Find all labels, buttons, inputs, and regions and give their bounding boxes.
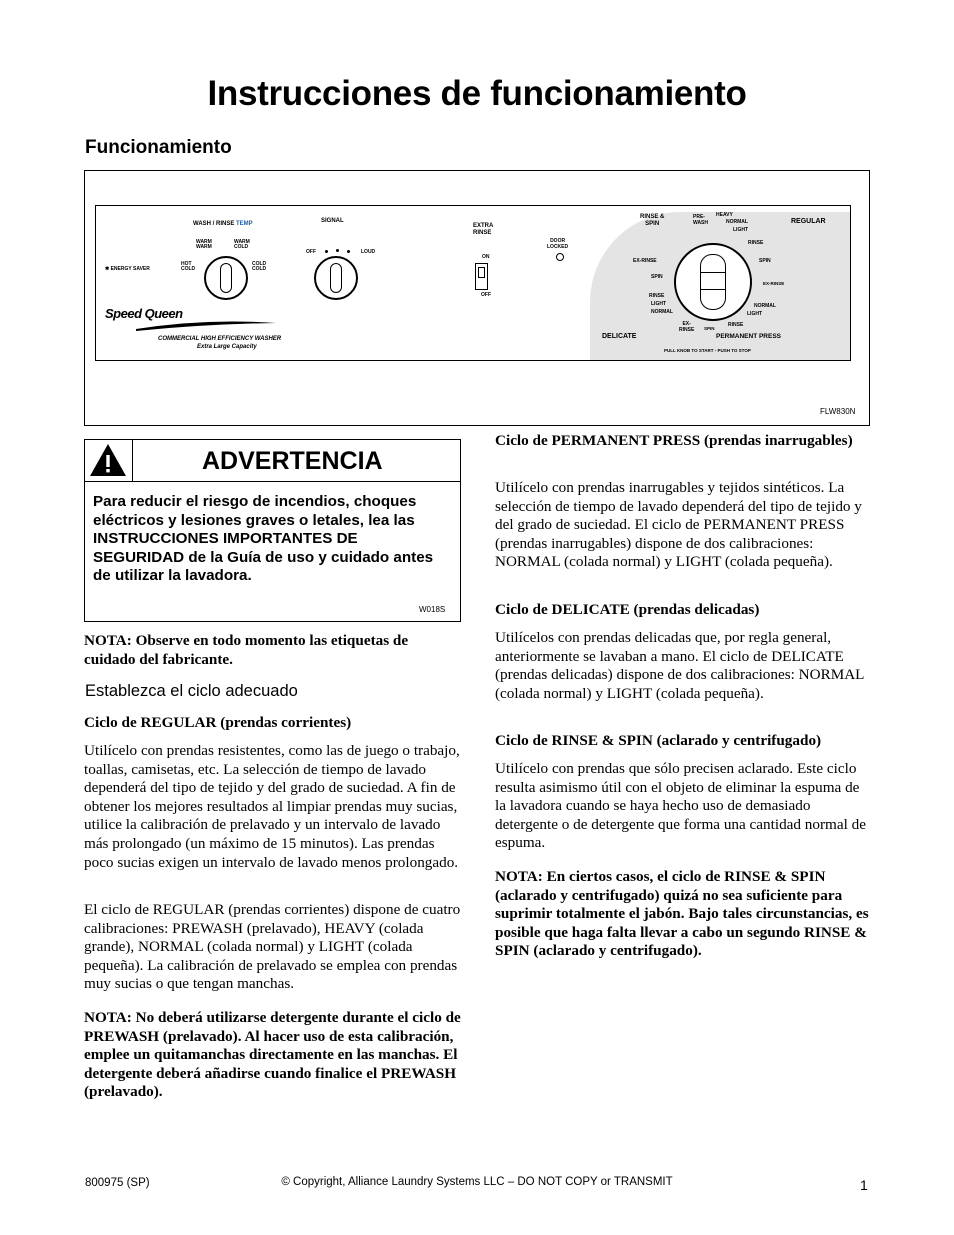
switch-off-label: OFF <box>481 292 491 298</box>
signal-knob[interactable] <box>314 256 358 300</box>
cycle-spin-bottom: SPIN <box>704 326 715 331</box>
cycle-rinse-left: RINSE <box>649 293 665 299</box>
product-name: COMMERCIAL HIGH EFFICIENCY WASHER <box>158 336 282 342</box>
cycle-light-top: LIGHT <box>733 227 748 233</box>
warning-icon-divider <box>132 439 133 481</box>
cycle-heavy: HEAVY <box>716 212 733 218</box>
subheading-select-cycle: Establezca el ciclo adecuado <box>85 682 298 700</box>
brand-swoosh-icon <box>136 320 276 332</box>
cycle-delicate: DELICATE <box>602 333 637 340</box>
figure-code: FLW830N <box>820 407 856 416</box>
signal-loud-label: LOUD <box>361 249 376 255</box>
extra-rinse-switch[interactable] <box>475 263 488 290</box>
nota-rinse-spin: NOTA: En ciertos casos, el ciclo de RINSE & SPIN (aclarado y centrifugado) quizá no sea suficiente para suprimir totalmente el jabón. Bajo tales circunstancias, es posible que haga falta llevar a cabo un segundo RINSE & SPIN (aclarado y centrifugado). <box>495 868 869 960</box>
cycle-knob[interactable] <box>674 243 752 321</box>
warning-code: W018S <box>419 605 446 614</box>
cycle-normal-top: NORMAL <box>726 219 748 225</box>
cycle-rinse-bottom: RINSE <box>728 322 744 328</box>
permanent-press-body: Utilícelo con prendas inarrugables y tejidos sintéticos. La selección de tiempo de lavado dependerá del tipo de tejido y del grado de suciedad. El ciclo de PERMANENT PRESS (prendas inarrugables) dispone de dos calibraciones: NORMAL (colada normal) y LIGHT (colada pequeña). <box>495 479 862 571</box>
cycle-light-left: LIGHT <box>651 301 666 307</box>
rinse-spin-body: Utilícelo con prendas que sólo precisen aclarado. Este ciclo resulta asimismo útil con el objeto de eliminar la espuma de la lavadora cuando se haya hecho uso de demasiado detergente o de detergente que forma una cantidad normal de espuma. <box>495 760 866 852</box>
footer-copyright: © Copyright, Alliance Laundry Systems LLC – DO NOT COPY or TRANSMIT <box>281 1176 673 1188</box>
pull-push-instruction: PULL KNOB TO START - PUSH TO STOP <box>664 348 751 353</box>
signal-off-label: OFF <box>306 249 316 255</box>
cycle-prewash: PRE- WASH <box>693 214 708 226</box>
regular-paragraph-2: El ciclo de REGULAR (prendas corrientes) dispone de cuatro calibraciones: PREWASH (prelavado), HEAVY (colada grande), NORMAL (colada normal) y LIGHT (colada pequeña). La calibración de prelavado se emplea con prendas muy sucias o que tengan manchas. <box>84 901 461 993</box>
temp-warm-warm: WARM WARM <box>196 239 212 250</box>
signal-label: SIGNAL <box>321 218 344 224</box>
product-capacity: Extra Large Capacity <box>197 344 257 350</box>
cycle-exrinse-left: EX-RINSE <box>633 258 657 264</box>
temp-warm-cold: WARM COLD <box>234 239 250 250</box>
delicate-heading: Ciclo de DELICATE (prendas delicadas) <box>495 601 760 618</box>
footer-doc-number: 800975 (SP) <box>85 1177 150 1189</box>
delicate-body: Utilícelos con prendas delicadas que, por regla general, anteriormente se lavaban a mano. El ciclo de DELICATE (prendas delicadas) dispone de dos calibraciones: NORMAL (colada normal) y LIGHT (colada pequeña). <box>495 629 864 702</box>
warning-title: ADVERTENCIA <box>202 447 383 475</box>
cycle-light-right: LIGHT <box>747 311 762 317</box>
warning-header-divider <box>84 481 461 482</box>
warning-body: Para reducir el riesgo de incendios, choques eléctricos y lesiones graves o letales, lea las INSTRUCCIONES IMPORTANTES DE SEGURIDAD de la Guía de uso y cuidado antes de utilizar la lavadora. <box>93 493 434 584</box>
nota-prewash: NOTA: No deberá utilizarse detergente durante el ciclo de PREWASH (prelavado). Al hacer uso de esta calibración, emplee un quitamanchas directamente en las manchas. El detergente deberá añadirse cuando finalice el PREWASH (prelavado). <box>84 1009 461 1101</box>
door-locked-label: DOOR LOCKED <box>547 238 569 250</box>
regular-heading: Ciclo de REGULAR (prendas corrientes) <box>84 714 352 731</box>
brand-logo: Speed Queen <box>105 306 183 321</box>
switch-on-label: ON <box>482 254 490 260</box>
warning-triangle-icon <box>89 443 127 477</box>
cycle-spin-right: SPIN <box>759 258 771 264</box>
cycle-rinse-spin: RINSE & SPIN <box>640 214 665 227</box>
control-panel <box>95 205 851 361</box>
page-title: Instrucciones de funcionamiento <box>207 74 747 113</box>
cycle-spin-left: SPIN <box>651 274 663 280</box>
cycle-normal-right: NORMAL <box>754 303 776 309</box>
cycle-exrinse-right: EX-RINSE <box>763 281 785 286</box>
cycle-regular: REGULAR <box>791 218 826 225</box>
cycle-normal-left: NORMAL <box>651 309 673 315</box>
cycle-permanent-press: PERMANENT PRESS <box>716 333 782 340</box>
footer-page-number: 1 <box>860 1177 868 1193</box>
door-locked-indicator <box>556 253 564 261</box>
nota-care-labels: NOTA: Observe en todo momento las etiquetas de cuidado del fabricante. <box>84 632 409 668</box>
extra-rinse-label: EXTRA RINSE <box>473 223 494 236</box>
temp-cold-cold: COLD COLD <box>252 261 267 272</box>
energy-saver-label: ✱ ENERGY SAVER <box>105 266 150 272</box>
cycle-exrinse-bottom: EX- RINSE <box>679 321 695 333</box>
rinse-spin-heading: Ciclo de RINSE & SPIN (aclarado y centrifugado) <box>495 732 822 749</box>
regular-paragraph-1: Utilícelo con prendas resistentes, como las de juego o trabajo, toallas, camisetas, etc. La selección de tiempo de lavado dependerá del tipo de tejido y del grado de suciedad. A fin de obtener los mejores resultados al limpiar prendas muy sucias, utilice la calibración de prelavado y un intervalo de lavado más prolongado (un máximo de 15 minutos). Las prendas poco sucias exigen un intervalo de lavado menos prolongado. <box>84 742 460 871</box>
temp-knob[interactable] <box>204 256 248 300</box>
temp-hot-cold: HOT COLD <box>181 261 196 272</box>
cycle-rinse-right: RINSE <box>748 240 764 246</box>
section-heading: Funcionamiento <box>85 137 232 158</box>
permanent-press-heading: Ciclo de PERMANENT PRESS (prendas inarrugables) <box>495 432 853 449</box>
wash-rinse-temp-label: WASH / RINSE TEMP <box>193 221 253 227</box>
